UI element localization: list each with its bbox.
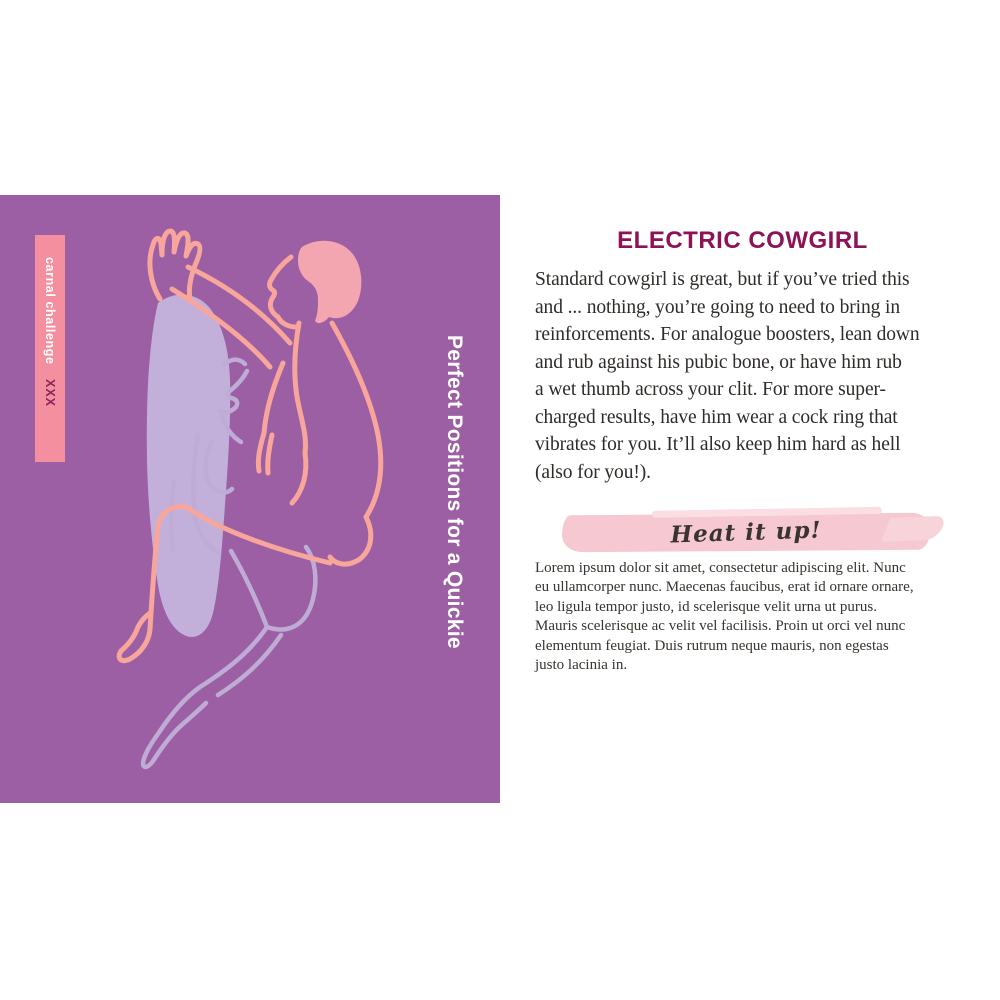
text-line: and rub against his pubic bone, or have him rub [535,351,902,373]
text-line: leo ligula tempor justo, id scelerisque velit urna ut purus. [535,598,878,615]
text-line: and ... nothing, you’re going to need to bring in [535,296,901,318]
article-body [535,266,965,486]
article-title: ELECTRIC COWGIRL [617,227,868,254]
couple-line-art-illustration [0,195,500,803]
text-line: Lorem ipsum dolor sit amet, consectetur adipiscing elit. Nunc [535,560,906,576]
text-line: Standard cowgirl is great, but if you’ve tried this [535,269,910,290]
text-line: justo lacinia in. [535,657,628,674]
heat-it-up-label: Heat it up! [670,516,822,549]
heat-it-up-brush-banner [562,513,930,553]
text-line: elementum feugiat. Duis rutrum neque mauris, non egestas [535,637,889,654]
text-line: (also for you!). [535,461,651,483]
man-hair [298,241,361,323]
text-line: eu ullamcorper nunc. Maecenas faucibus, erat id ornare ornare, [535,579,914,596]
text-line: Mauris scelerisque ac velit vel facilisis. Proin ut orci vel nunc [535,618,906,635]
spine-tab-badge: XXX [43,378,57,407]
challenge-spine-tab [35,235,65,462]
left-page-panel [0,195,500,803]
text-line: vibrates for you. It’ll also keep him hard as hell [535,434,901,455]
vertical-page-title: Perfect Positions for a Quickie [443,335,466,649]
text-line: reinforcements. For analogue boosters, lean down [535,324,920,345]
woman-hair [147,295,230,637]
spine-tab-label: carnal challenge [43,257,57,365]
text-line: charged results, have him wear a cock ring that [535,406,898,428]
text-line: a wet thumb across your clit. For more super- [535,379,886,400]
article-footnote [535,559,975,675]
